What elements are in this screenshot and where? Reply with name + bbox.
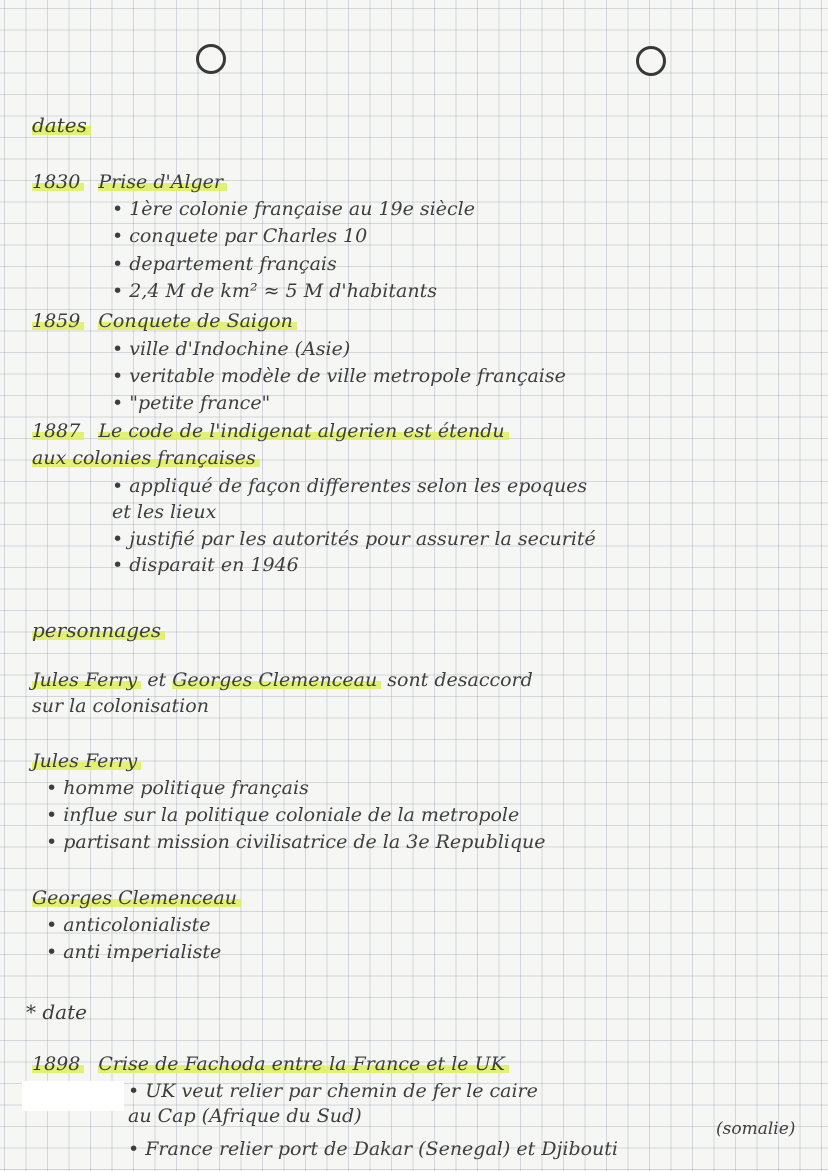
list-item: • veritable modèle de ville metropole française — [112, 365, 566, 387]
list-item: • 1ère colonie française au 19e siècle — [112, 198, 475, 220]
list-item: • departement français — [112, 253, 337, 275]
list-item: • partisant mission civilisatrice de la 3e Republique — [46, 831, 546, 853]
list-item: • UK veut relier par chemin de fer le caire — [128, 1080, 538, 1102]
person-name: Jules Ferry — [32, 669, 141, 691]
list-item: • "petite france" — [112, 392, 271, 414]
event-1898-title — [32, 1052, 509, 1076]
list-item-cont: et les lieux — [112, 501, 217, 523]
person-ferry-name: Jules Ferry — [32, 749, 141, 773]
persons-intro-cont: sur la colonisation — [32, 695, 209, 717]
list-item: • influe sur la politique coloniale de la metropole — [46, 804, 520, 826]
event-year: 1887 — [32, 420, 84, 442]
heading-personnages: personnages — [32, 618, 165, 642]
binder-hole-right — [636, 46, 666, 76]
list-item: • homme politique français — [46, 777, 309, 799]
event-year: 1830 — [32, 171, 84, 193]
list-item-cont: au Cap (Afrique du Sud) — [128, 1105, 362, 1127]
list-item: • conquete par Charles 10 — [112, 225, 368, 247]
event-year: 1898 — [32, 1053, 84, 1075]
event-title: Crise de Fachoda entre la France et le UK — [98, 1053, 508, 1075]
binder-hole-left — [196, 44, 226, 74]
event-title: Le code de l'indigenat algerien est étendu — [98, 420, 508, 442]
event-1887-title-cont: aux colonies françaises — [32, 446, 260, 470]
heading-date-star: * date — [26, 1000, 87, 1024]
side-note: (somalie) — [716, 1119, 796, 1139]
event-1859-title — [32, 309, 297, 333]
event-year: 1859 — [32, 310, 84, 332]
white-mark — [22, 1081, 124, 1111]
list-item: • justifié par les autorités pour assurer la securité — [112, 528, 596, 550]
list-item: • France relier port de Dakar (Senegal) et Djibouti — [128, 1138, 618, 1160]
list-item: • 2,4 M de km² ≈ 5 M d'habitants — [112, 280, 437, 302]
event-1830-title — [32, 170, 227, 194]
list-item: • disparait en 1946 — [112, 554, 299, 576]
list-item: • appliqué de façon differentes selon les epoques — [112, 475, 588, 497]
person-clemenceau-name: Georges Clemenceau — [32, 886, 241, 910]
event-1887-title — [32, 419, 509, 443]
persons-intro: Jules Ferry et Georges Clemenceau sont desaccord — [32, 669, 533, 691]
event-title: Prise d'Alger — [98, 171, 227, 193]
event-title: Conquete de Saigon — [98, 310, 296, 332]
list-item: • anti imperialiste — [46, 941, 222, 963]
list-item: • anticolonialiste — [46, 914, 211, 936]
person-name: Georges Clemenceau — [172, 669, 381, 691]
heading-dates: dates — [32, 113, 91, 137]
list-item: • ville d'Indochine (Asie) — [112, 338, 351, 360]
